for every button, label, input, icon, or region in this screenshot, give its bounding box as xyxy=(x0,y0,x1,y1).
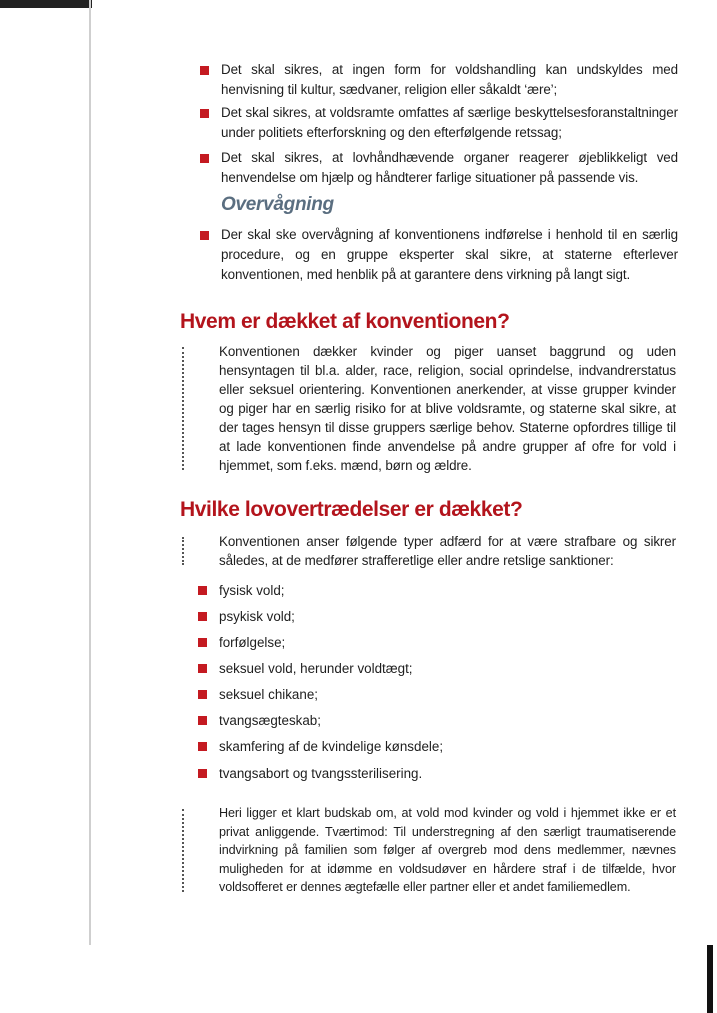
offence-item-text: seksuel vold, herunder voldtægt; xyxy=(219,661,413,676)
red-square-bullet-icon xyxy=(198,638,207,647)
red-square-bullet-icon xyxy=(200,109,209,118)
offences-intro-text: Konventionen anser følgende typer adfærd for at være strafbare og sikrer således, at de medfører strafferetlige eller andre retslige sanktioner: xyxy=(219,534,676,568)
red-square-bullet-icon xyxy=(198,664,207,673)
monitoring-bullet xyxy=(200,225,678,285)
offence-item xyxy=(198,685,318,704)
dotted-rule xyxy=(182,537,186,565)
offence-item xyxy=(198,607,295,626)
red-square-bullet-icon xyxy=(200,231,209,240)
monitoring-heading: Overvågning xyxy=(221,194,334,215)
dotted-rule xyxy=(182,809,186,892)
offence-item-text: skamfering af de kvindelige kønsdele; xyxy=(219,739,444,754)
bullet-text: Det skal sikres, at lovhåndhævende organer reagerer øjeblikkeligt ved henvendelse om hjælp og håndterer farlige situationer på passende vis. xyxy=(221,150,678,185)
closing-paragraph xyxy=(182,804,676,897)
red-square-bullet-icon xyxy=(198,716,207,725)
red-square-bullet-icon xyxy=(198,586,207,595)
dotted-rule xyxy=(182,347,186,470)
red-square-bullet-icon xyxy=(198,769,207,778)
intro-bullet-3 xyxy=(200,148,678,188)
offence-item-text: psykisk vold; xyxy=(219,609,295,624)
offence-item-text: forfølgelse; xyxy=(219,635,286,650)
red-square-bullet-icon xyxy=(200,154,209,163)
red-square-bullet-icon xyxy=(198,612,207,621)
offence-item xyxy=(198,764,422,783)
red-square-bullet-icon xyxy=(198,690,207,699)
offences-intro xyxy=(182,532,676,570)
red-square-bullet-icon xyxy=(200,66,209,75)
scan-edge-top xyxy=(0,0,92,8)
bullet-text: Det skal sikres, at voldsramte omfattes af særlige beskyttelsesforanstaltninger under politiets efterforskning og den efterfølgende retssag; xyxy=(221,105,678,140)
scan-edge-left xyxy=(89,0,91,945)
scan-edge-right xyxy=(707,945,713,1013)
offence-item xyxy=(198,633,285,652)
covered-paragraph xyxy=(182,342,676,475)
offence-item-text: fysisk vold; xyxy=(219,583,285,598)
covered-heading: Hvem er dækket af konventionen? xyxy=(180,310,510,333)
offence-item xyxy=(198,737,443,756)
offence-item-text: seksuel chikane; xyxy=(219,687,318,702)
closing-paragraph-text: Heri ligger et klart budskab om, at vold mod kvinder og vold i hjemmet ikke er et privat anliggende. Tværtimod: Til understregning af den særligt traumatiserende indvirkning på familien som følger af overgreb mod dens medlemmer, nævnes muligheden for at idømme en voldsudøver en hårdere straf i de tilfælde, hvor voldsofferet er dennes ægtefælle eller partner eller et andet familiemedlem. xyxy=(219,806,676,895)
intro-bullet-2 xyxy=(200,103,678,143)
covered-paragraph-text: Konventionen dækker kvinder og piger uanset baggrund og uden hensyntagen til bl.a. alder, race, religion, social oprindelse, indvandrerstatus eller seksuel orientering. Konventionen anerkender, at visse grupper kvinder og piger har en særlig risiko for at blive voldsramte, og staterne skal sikre, at der tages hensyn til disse gruppers særlige behov. Staterne opfordres tillige til at lade konventionen finde anvendelse på andre grupper af ofre for vold i hjemmet, som f.eks. mænd, børn og ældre. xyxy=(219,344,676,473)
bullet-text: Det skal sikres, at ingen form for voldshandling kan undskyldes med henvisning til kultur, sædvaner, religion eller såkaldt ‘ære’; xyxy=(221,62,678,97)
red-square-bullet-icon xyxy=(198,742,207,751)
offence-item-text: tvangsægteskab; xyxy=(219,713,321,728)
offence-item-text: tvangsabort og tvangssterilisering. xyxy=(219,766,423,781)
offence-item xyxy=(198,659,413,678)
intro-bullet-1 xyxy=(200,60,678,100)
offence-item xyxy=(198,711,321,730)
offence-item xyxy=(198,581,284,600)
offences-heading: Hvilke lovovertrædelser er dækket? xyxy=(180,498,523,521)
bullet-text: Der skal ske overvågning af konventionens indførelse i henhold til en særlig procedure, og en gruppe eksperter skal sikre, at staterne efterlever konventionen, med henblik på at garantere dens virkning på langt sigt. xyxy=(221,227,678,282)
